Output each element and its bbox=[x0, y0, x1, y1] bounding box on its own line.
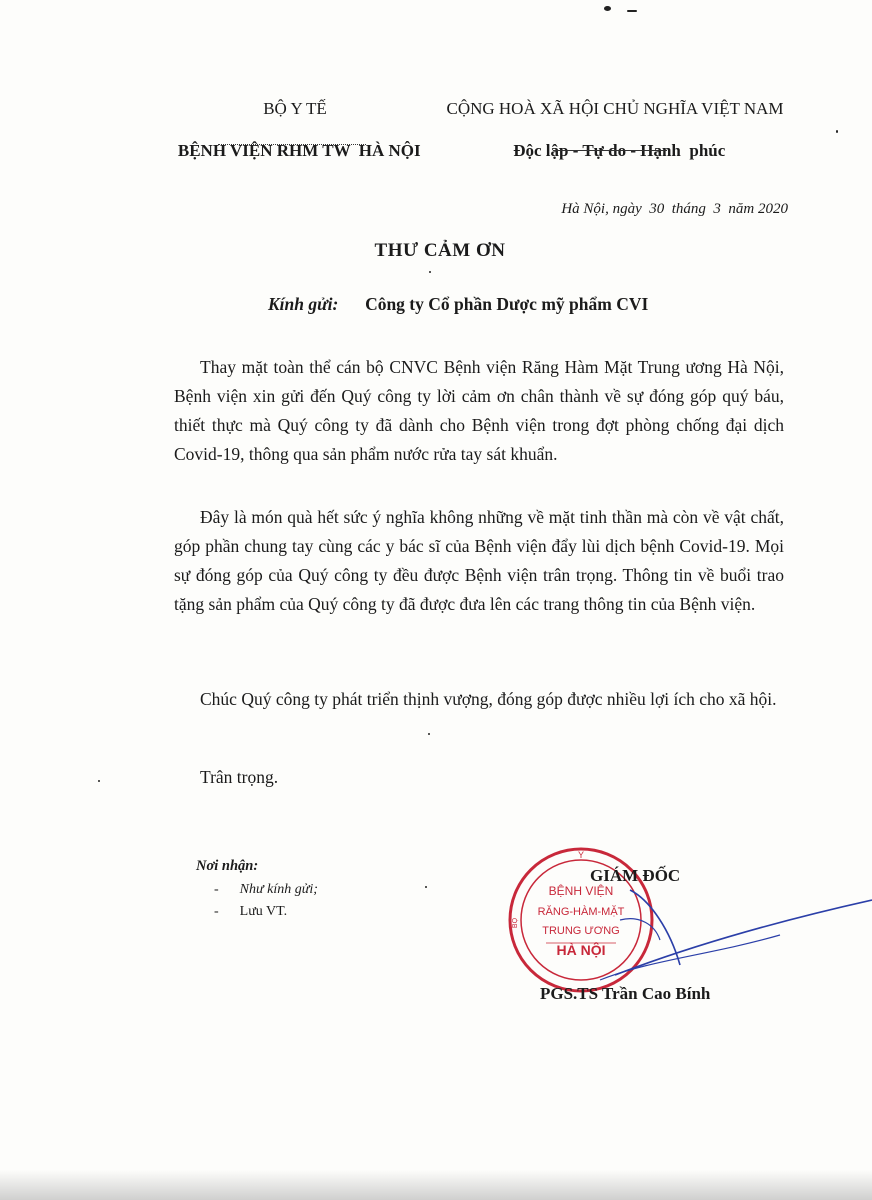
list-dash: - bbox=[214, 882, 219, 897]
stamp-line-4: HÀ NỘI bbox=[556, 942, 606, 958]
hospital-name: BỆNH VIỆN RHM TW HÀ NỘI bbox=[177, 141, 421, 160]
signatory-name-text: PGS.TS Trần Cao Bính bbox=[540, 984, 711, 1003]
list-item-text: Như kính gửi; bbox=[239, 882, 318, 897]
republic-name: CỘNG HOÀ XÃ HỘI CHỦ NGHĨA VIỆT NAM bbox=[446, 99, 784, 118]
signatory-name bbox=[540, 984, 710, 1004]
handwritten-signature-icon bbox=[560, 880, 872, 990]
stamp-top-mark: Y bbox=[577, 850, 585, 860]
ministry-header bbox=[200, 98, 390, 119]
scan-speck bbox=[429, 271, 431, 273]
closing-text: Trân trọng. bbox=[200, 767, 279, 787]
national-motto: Độc lập - Tự do - Hạnh phúc bbox=[513, 141, 726, 160]
body-paragraph-1 bbox=[174, 353, 784, 469]
body-paragraph-3 bbox=[174, 685, 784, 714]
letter-date: Hà Nội, ngày 30 tháng 3 năm 2020 bbox=[561, 201, 788, 217]
scan-speck bbox=[428, 733, 430, 735]
closing-line bbox=[174, 763, 784, 792]
republic-header bbox=[430, 98, 800, 119]
stamp-line-2: RĂNG-HÀM-MẶT bbox=[537, 906, 625, 918]
motto-underline bbox=[553, 150, 667, 151]
scan-speck bbox=[836, 130, 838, 133]
paragraph-1-text: Thay mặt toàn thể cán bộ CNVC Bệnh viện Răng Hàm Mặt Trung ương Hà Nội, Bệnh viện xin gửi đến Quý công ty lời cảm ơn chân thành về sự đóng góp quý báu, thiết thực mà Quý công ty đã dành cho Bệnh viện trong đợt phòng chống đại dịch Covid-19, thông qua sản phẩm nước rửa tay sát khuẩn. bbox=[174, 357, 784, 464]
stamp-line-3: TRUNG ƯƠNG bbox=[542, 925, 620, 937]
scan-edge-shadow bbox=[0, 1170, 872, 1200]
recipients-list-label: Nơi nhận: bbox=[196, 858, 259, 874]
recipient-label: Kính gửi: bbox=[268, 294, 339, 314]
recipients-list-item bbox=[214, 880, 318, 900]
paragraph-3-text: Chúc Quý công ty phát triển thịnh vượng, đóng góp được nhiều lợi ích cho xã hội. bbox=[200, 689, 777, 709]
body-paragraph-2 bbox=[174, 503, 784, 619]
hospital-underline bbox=[218, 144, 366, 145]
recipients-list-item bbox=[214, 902, 287, 922]
list-dash: - bbox=[214, 904, 219, 919]
letter-title bbox=[300, 240, 580, 262]
hospital-header bbox=[150, 119, 440, 161]
scan-speck bbox=[98, 780, 100, 782]
position-text: GIÁM ĐỐC bbox=[590, 866, 681, 885]
scan-speck bbox=[425, 886, 427, 888]
recipient-name: Công ty Cổ phần Dược mỹ phẩm CVI bbox=[365, 294, 649, 314]
date-line bbox=[470, 184, 788, 218]
title-text: THƯ CẢM ƠN bbox=[374, 240, 506, 261]
stamp-line-1: BỆNH VIỆN bbox=[548, 884, 614, 898]
stamp-side-mark: BỘ bbox=[512, 917, 519, 929]
scan-speck bbox=[627, 10, 637, 12]
scan-speck bbox=[604, 6, 611, 11]
paragraph-2-text: Đây là món quà hết sức ý nghĩa không những về mặt tinh thần mà còn về vật chất, góp phần chung tay cùng các y bác sĩ của Bệnh viện đẩy lùi dịch bệnh Covid-19. Mọi sự đóng góp của Quý công ty đều được Bệnh viện trân trọng. Thông tin về buổi trao tặng sản phẩm của Quý công ty đã được đưa lên các trang thông tin của Bệnh viện. bbox=[174, 507, 784, 614]
recipient-line bbox=[268, 294, 788, 315]
ministry-name: BỘ Y TẾ bbox=[263, 99, 327, 118]
list-item-text: Lưu VT. bbox=[239, 904, 288, 919]
motto-header bbox=[470, 119, 760, 161]
